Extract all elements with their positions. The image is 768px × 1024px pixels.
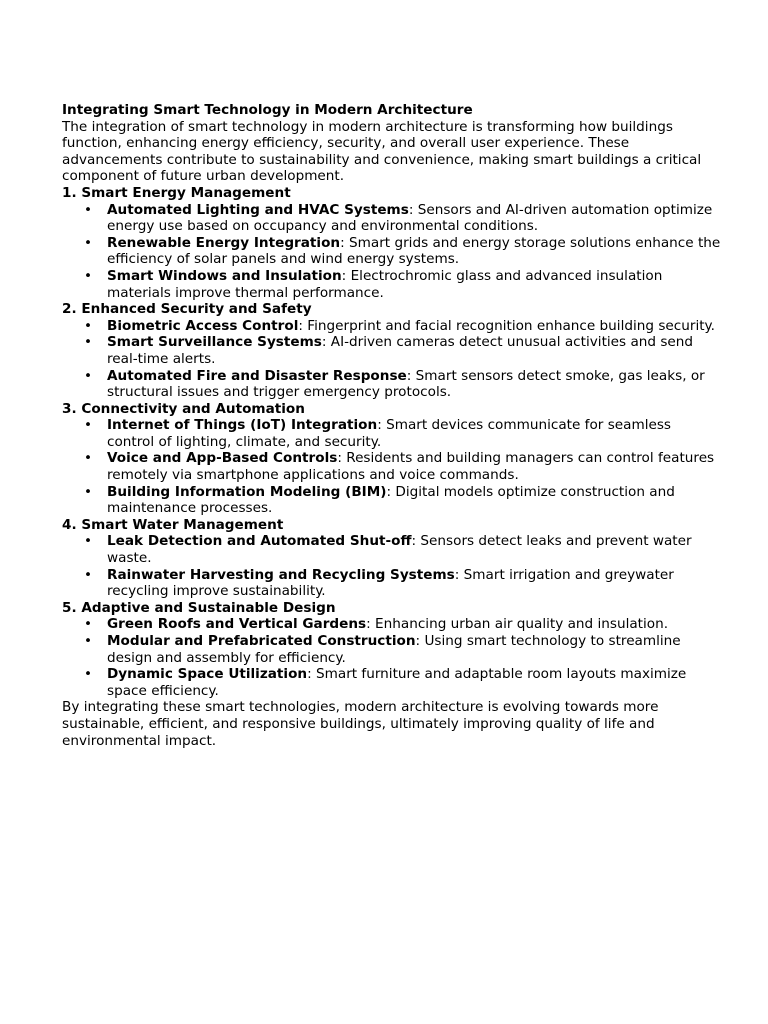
item-text: : Residents and building managers can control features remotely via smartphone applications and voice commands. (107, 450, 715, 484)
item-text: : Smart irrigation and greywater recycling improve sustainability. (107, 566, 674, 600)
list-item (62, 533, 722, 566)
bullet-icon: • (84, 417, 93, 434)
intro-paragraph: The integration of smart technology in modern architecture is transforming how buildings function, enhancing energy efficiency, security, and overall user experience. These advancements contribute to sustainability and convenience, making smart buildings a critical component of future urban development. (62, 118, 702, 185)
item-term: Leak Detection and Automated Shut-off (107, 533, 412, 550)
section-heading: 5. Adaptive and Sustainable Design (62, 599, 336, 616)
list-item (62, 235, 722, 268)
list-item (62, 202, 722, 235)
item-text: : Smart devices communicate for seamless control of lighting, climate, and security. (107, 417, 672, 450)
section-heading: 1. Smart Energy Management (62, 184, 291, 201)
item-text: : Enhancing urban air quality and insulation. (366, 616, 669, 633)
item-text: : AI-driven cameras detect unusual activities and send real-time alerts. (107, 334, 694, 367)
document-title: Integrating Smart Technology in Modern Architecture (62, 102, 473, 118)
item-term: Smart Surveillance Systems (107, 334, 322, 351)
bullet-icon: • (84, 234, 93, 251)
section-list (62, 417, 722, 517)
item-text: : Sensors detect leaks and prevent water waste. (107, 533, 692, 567)
section-list (62, 318, 722, 401)
item-text: : Using smart technology to streamline design and assembly for efficiency. (107, 633, 681, 666)
bullet-icon: • (84, 533, 93, 550)
list-item (62, 368, 722, 401)
item-text: : Digital models optimize construction and maintenance processes. (107, 483, 675, 517)
bullet-icon: • (84, 367, 93, 384)
item-term: Modular and Prefabricated Construction (107, 633, 416, 649)
list-item (62, 318, 722, 335)
section-heading: 4. Smart Water Management (62, 516, 284, 533)
bullet-icon: • (84, 450, 93, 467)
item-term: Internet of Things (IoT) Integration (107, 417, 378, 434)
item-text: : Sensors and AI-driven automation optimize energy use based on occupancy and environmental conditions. (107, 201, 713, 235)
list-item (62, 567, 722, 600)
list-item (62, 633, 722, 666)
conclusion-paragraph: By integrating these smart technologies, modern architecture is evolving towards more sustainable, efficient, and responsive buildings, ultimately improving quality of life and environmental impact. (62, 699, 659, 749)
bullet-icon: • (84, 317, 93, 334)
bullet-icon: • (84, 201, 93, 218)
bullet-icon: • (84, 566, 93, 583)
list-item (62, 417, 722, 450)
item-term: Biometric Access Control (107, 317, 299, 334)
item-text: : Fingerprint and facial recognition enhance building security. (298, 317, 715, 334)
bullet-icon: • (84, 334, 93, 351)
item-text: : Smart sensors detect smoke, gas leaks, or structural issues and trigger emergency protocols. (107, 367, 705, 401)
list-item (62, 484, 722, 517)
item-term: Smart Windows and Insulation (107, 267, 342, 284)
item-term: Rainwater Harvesting and Recycling Systems (107, 566, 455, 583)
bullet-icon: • (84, 633, 93, 649)
item-term: Dynamic Space Utilization (107, 666, 308, 683)
item-term: Automated Lighting and HVAC Systems (107, 201, 409, 218)
section-heading: 3. Connectivity and Automation (62, 400, 305, 417)
item-term: Automated Fire and Disaster Response (107, 367, 407, 384)
list-item (62, 268, 722, 301)
document-body (62, 102, 722, 749)
bullet-icon: • (84, 267, 93, 284)
list-item (62, 616, 722, 633)
item-term: Voice and App-Based Controls (107, 450, 338, 467)
section-list (62, 533, 722, 599)
section-list (62, 202, 722, 302)
item-text: : Smart grids and energy storage solutions enhance the efficiency of solar panels and wind energy systems. (107, 234, 721, 268)
section-heading: 2. Enhanced Security and Safety (62, 301, 312, 318)
list-item (62, 450, 722, 483)
item-term: Green Roofs and Vertical Gardens (107, 616, 367, 633)
item-text: : Smart furniture and adaptable room layouts maximize space efficiency. (107, 666, 687, 699)
list-item (62, 666, 722, 699)
bullet-icon: • (84, 616, 93, 633)
item-text: : Electrochromic glass and advanced insulation materials improve thermal performance. (107, 267, 663, 301)
bullet-icon: • (84, 666, 93, 683)
bullet-icon: • (84, 483, 93, 500)
item-term: Renewable Energy Integration (107, 234, 341, 251)
list-item (62, 334, 722, 367)
item-term: Building Information Modeling (BIM) (107, 483, 387, 500)
section-list (62, 616, 722, 699)
